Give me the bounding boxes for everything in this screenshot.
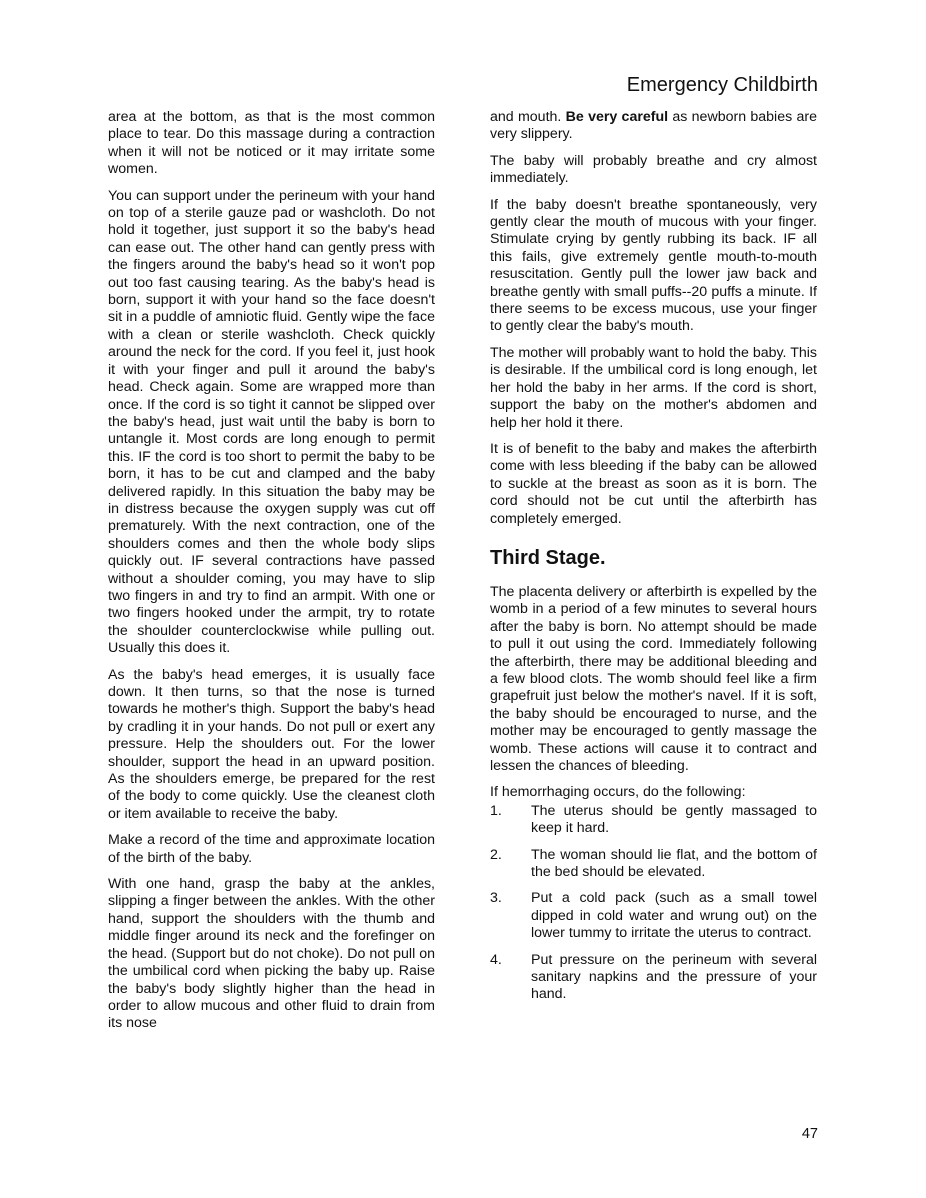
right-column [490, 109, 817, 1013]
left-column [108, 109, 435, 1042]
paragraph: The baby will probably breathe and cry almost immediately. [490, 152, 817, 187]
paragraph: It is of benefit to the baby and makes the afterbirth come with less bleeding if the baby can be allowed to suckle at the breast as soon as it is born. The cord should not be cut until the afterbirth has completely emerged. [490, 440, 817, 527]
list-item-text: The uterus should be gently massaged to keep it hard. [531, 802, 817, 837]
list-item-text: Put a cold pack (such as a small towel dipped in cold water and wrung out) on the lower tummy to irritate the uterus to contract. [531, 890, 817, 942]
section-heading: Third Stage. [490, 546, 606, 569]
page-number: 47 [801, 1126, 818, 1142]
list-item-text: The woman should lie flat, and the bottom of the bed should be elevated. [531, 846, 817, 881]
list-number: 3. [490, 890, 502, 907]
list-item [490, 847, 817, 882]
paragraph: area at the bottom, as that is the most common place to tear. Do this massage during a contraction when it will not be noticed or it may irritate some women. [108, 109, 435, 178]
text-run: and mouth. [490, 109, 566, 125]
paragraph: As the baby's head emerges, it is usually face down. It then turns, so that the nose is turned towards he mother's thigh. Support the baby's head by cradling it in your hands. Do not pull or exert any pressure. Help the shoulders out. For the lower shoulder, support the head in an upward position. As the shoulders emerge, be prepared for the rest of the body to come quickly. Use the cleanest cloth or item available to receive the baby. [108, 666, 435, 822]
text-run: as newborn babies are very slippery. [490, 109, 817, 143]
list-item [490, 803, 817, 838]
paragraph: If the baby doesn't breathe spontaneously, very gently clear the mouth of mucous with your finger. Stimulate crying by gently rubbing its back. IF all this fails, give extremely gentle mouth-to-mouth resuscitation. Gently pull the lower jaw back and breathe gently with small puffs--20 puffs a minute. If there seems to be excess mucous, use your finger to gently clear the baby's mouth. [490, 196, 817, 335]
list-item [490, 890, 817, 942]
emphasis-text: Be very careful [565, 109, 669, 125]
list-intro: If hemorrhaging occurs, do the following: [490, 784, 746, 801]
list-number: 1. [490, 802, 502, 819]
running-header: Emergency Childbirth [626, 74, 818, 96]
paragraph: The placenta delivery or afterbirth is expelled by the womb in a period of a few minutes to several hours after the baby is born. No attempt should be made to pull it out using the cord. Immediately following the afterbirth, there may be additional bleeding and a few blood clots. The womb should feel like a firm grapefruit just below the mother's navel. If it is soft, the baby should be encouraged to nurse, and the mother may be encouraged to gently massage the womb. These actions will cause it to contract and lessen the chances of bleeding. [490, 583, 817, 774]
list-number: 4. [490, 951, 502, 968]
paragraph [490, 109, 817, 144]
paragraph: You can support under the perineum with your hand on top of a sterile gauze pad or washcloth. Do not hold it together, just support it so the baby's head can ease out. The other hand can gently press with the fingers around the baby's head so it won't pop out too fast causing tearing. As the baby's head is born, support it with your hand so the face doesn't sit in a puddle of amniotic fluid. Gently wipe the face with a clean or sterile washcloth. Check quickly around the neck for the cord. If you feel it, just hook it with your finger and pull it around the baby's head. Check again. Some are wrapped more than once. If the cord is so tight it cannot be slipped over the baby's head, just wait until the baby is born to untangle it. Most cords are long enough to permit this. IF the cord is too short to permit the baby to be born, it has to be cut and clamped and the baby delivered rapidly. In this situation the baby may be in distress because the oxygen supply was cut off prematurely. With the next contraction, one of the shoulders comes and then the whole body slips quickly out. IF several contractions have passed without a shoulder coming, you may have to slip two fingers in and try to find an armpit. With one or two fingers hooked under the armpit, try to rotate the shoulder counterclockwise while pulling out. Usually this does it. [108, 187, 435, 657]
list-item [490, 952, 817, 1004]
paragraph: The mother will probably want to hold the baby. This is desirable. If the umbilical cord is long enough, let her hold the baby in her arms. If the cord is short, support the baby on the mother's abdomen and help her hold it there. [490, 344, 817, 431]
numbered-list [490, 803, 817, 1004]
paragraph: Make a record of the time and approximate location of the birth of the baby. [108, 832, 435, 866]
list-number: 2. [490, 846, 502, 863]
paragraph: With one hand, grasp the baby at the ankles, slipping a finger between the ankles. With the other hand, support the shoulders with the thumb and middle finger around its neck and the forefinger on the head. (Support but do not choke). Do not pull on the umbilical cord when picking the baby up. Raise the baby's body slightly higher than the head in order to allow mucous and other fluid to drain from its nose [108, 876, 435, 1032]
list-item-text: Put pressure on the perineum with several sanitary napkins and the pressure of your hand. [531, 951, 817, 1003]
